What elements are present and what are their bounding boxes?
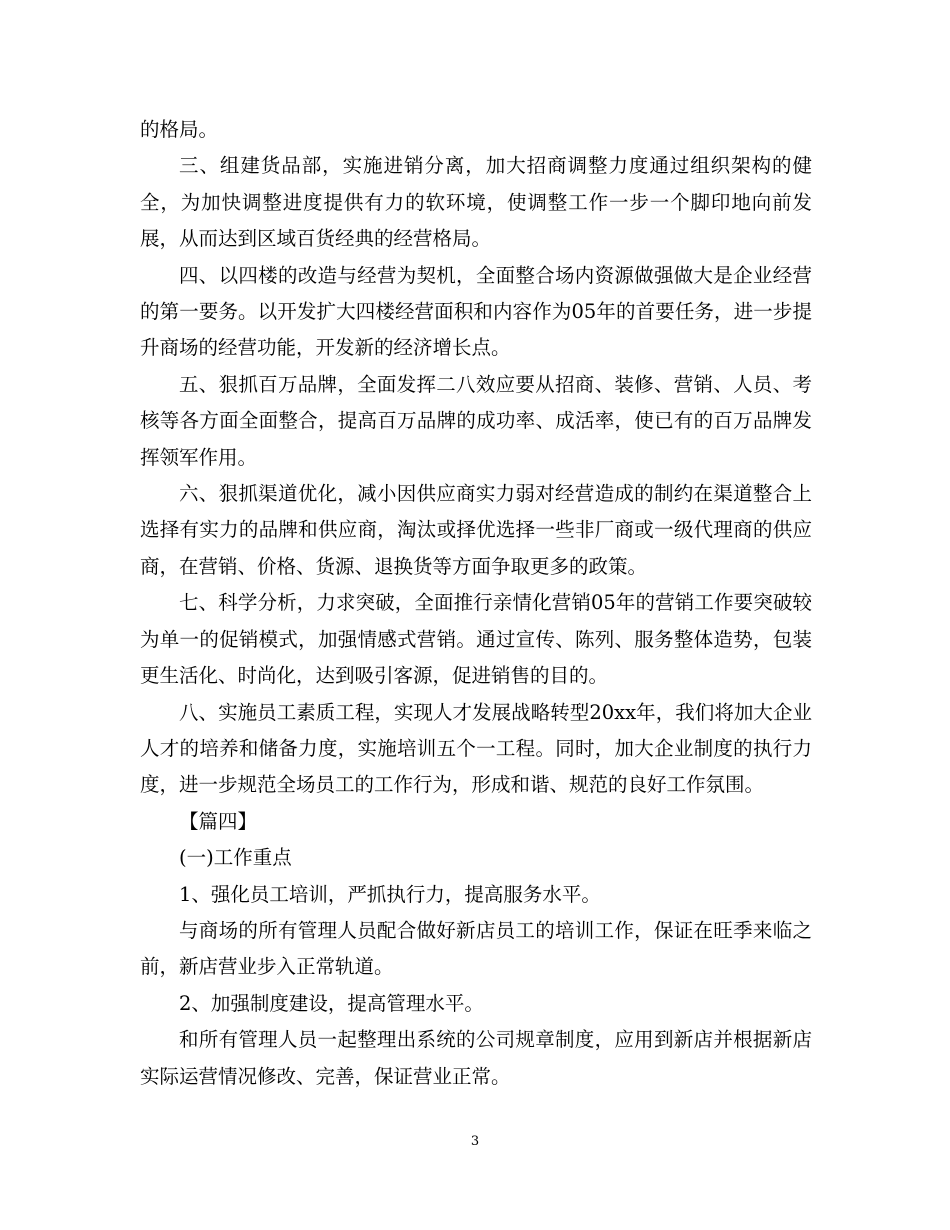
paragraph-item-six: 六、狠抓渠道优化，减小因供应商实力弱对经营造成的制约在渠道整合上选择有实力的品牌和供应商，淘汰或择优选择一些非厂商或一级代理商的供应商，在营销、价格、货源、退换货等方面争取更多的政策。 [140, 482, 812, 578]
paragraph-item-four: 四、以四楼的改造与经营为契机，全面整合场内资源做强做大是企业经营的第一要务。以开发扩大四楼经营面积和内容作为05年的首要任务，进一步提升商场的经营功能，开发新的经济增长点。 [140, 263, 812, 360]
point-two-title: 2、加强制度建设，提高管理水平。 [179, 991, 484, 1015]
paragraph-item-three: 三、组建货品部，实施进销分离，加大招商调整力度通过组织架构的健全，为加快调整进度提供有力的软环境，使调整工作一步一个脚印地向前发展，从而达到区域百货经典的经营格局。 [140, 154, 812, 251]
point-one-title: 1、强化员工培训，严抓执行力，提高服务水平。 [179, 882, 601, 906]
point-two-body: 和所有管理人员一起整理出系统的公司规章制度，应用到新店并根据新店实际运营情况修改、完善，保证营业正常。 [140, 1028, 812, 1088]
document-body [140, 112, 812, 1095]
paragraph-item-five: 五、狠抓百万品牌，全面发挥二八效应要从招商、装修、营销、人员、考核等各方面全面整合，提高百万品牌的成功率、成活率，使已有的百万品牌发挥领军作用。 [140, 372, 812, 469]
paragraph-item-seven: 七、科学分析，力求突破，全面推行亲情化营销05年的营销工作要突破较为单一的促销模式，加强情感式营销。通过宣传、陈列、服务整体造势，包装更生活化、时尚化，达到吸引客源，促进销售的目的。 [140, 591, 812, 688]
point-one-body: 与商场的所有管理人员配合做好新店员工的培训工作，保证在旺季来临之前，新店营业步入正常轨道。 [140, 918, 812, 979]
section-subheading: (一)工作重点 [179, 846, 292, 870]
paragraph-continuation: 的格局。 [140, 118, 219, 141]
section-heading: 【篇四】 [179, 809, 258, 833]
paragraph-item-eight: 八、实施员工素质工程，实现人才发展战略转型20xx年，我们将加大企业人才的培养和储备力度，实施培训五个一工程。同时，加大企业制度的执行力度，进一步规范全场员工的工作行为，形成和谐、规范的良好工作氛围。 [140, 700, 812, 797]
page-number: 3 [470, 1134, 480, 1149]
